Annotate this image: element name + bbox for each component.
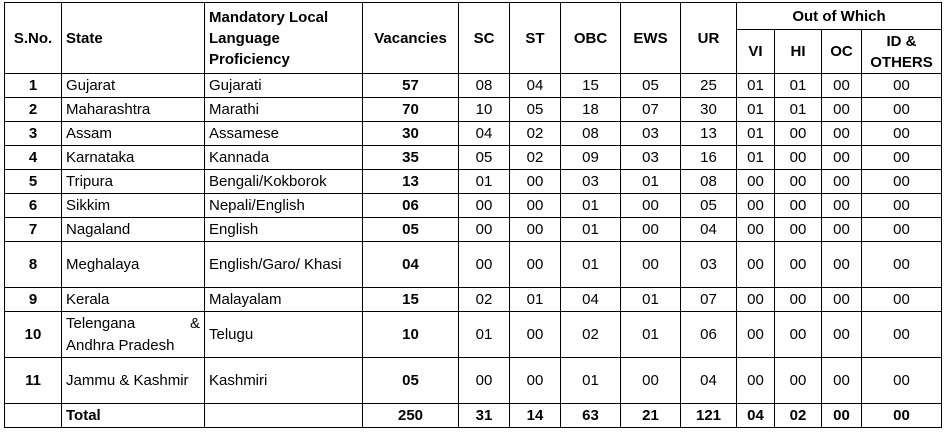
row-language: Kannada xyxy=(205,146,363,170)
row-language: Gujarati xyxy=(205,74,363,98)
row-hi: 00 xyxy=(775,288,822,312)
row-ur: 30 xyxy=(681,98,737,122)
row-sc: 00 xyxy=(459,242,510,288)
row-sc: 01 xyxy=(459,170,510,194)
total-st: 14 xyxy=(510,404,561,428)
header-language: Mandatory Local Language Proficiency xyxy=(205,3,363,74)
table-row xyxy=(5,218,942,242)
row-language: English/Garo/ Khasi xyxy=(205,242,363,288)
row-oc: 00 xyxy=(822,288,862,312)
row-sc: 05 xyxy=(459,146,510,170)
row-sno: 4 xyxy=(5,146,62,170)
row-st: 04 xyxy=(510,74,561,98)
row-obc: 02 xyxy=(561,312,621,358)
table-row xyxy=(5,146,942,170)
total-language-cell xyxy=(205,404,363,428)
row-sc: 04 xyxy=(459,122,510,146)
row-obc: 01 xyxy=(561,358,621,404)
row-obc: 04 xyxy=(561,288,621,312)
table-header xyxy=(5,3,942,74)
row-hi: 00 xyxy=(775,312,822,358)
row-sno: 9 xyxy=(5,288,62,312)
row-oc: 00 xyxy=(822,358,862,404)
row-hi: 01 xyxy=(775,98,822,122)
total-oc: 00 xyxy=(822,404,862,428)
row-id-others: 00 xyxy=(862,358,942,404)
row-vacancies: 06 xyxy=(363,194,459,218)
row-ur: 16 xyxy=(681,146,737,170)
row-st: 00 xyxy=(510,170,561,194)
table-row xyxy=(5,170,942,194)
header-oc: OC xyxy=(822,30,862,74)
row-language: Kashmiri xyxy=(205,358,363,404)
row-language: Telugu xyxy=(205,312,363,358)
row-ews: 00 xyxy=(621,242,681,288)
row-id-others: 00 xyxy=(862,194,942,218)
row-vacancies: 35 xyxy=(363,146,459,170)
header-vacancies: Vacancies xyxy=(363,3,459,74)
header-id-others: ID & OTHERS xyxy=(862,30,942,74)
row-hi: 00 xyxy=(775,358,822,404)
row-ews: 01 xyxy=(621,170,681,194)
row-vi: 00 xyxy=(737,218,775,242)
row-vi: 00 xyxy=(737,194,775,218)
row-ur: 07 xyxy=(681,288,737,312)
row-sno: 7 xyxy=(5,218,62,242)
row-language: English xyxy=(205,218,363,242)
total-sno-cell xyxy=(5,404,62,428)
row-ur: 08 xyxy=(681,170,737,194)
row-state: Sikkim xyxy=(62,194,205,218)
row-state: Telengana & Andhra Pradesh xyxy=(62,312,205,358)
total-vacancies: 250 xyxy=(363,404,459,428)
row-oc: 00 xyxy=(822,98,862,122)
row-ews: 03 xyxy=(621,146,681,170)
row-sc: 10 xyxy=(459,98,510,122)
header-hi: HI xyxy=(775,30,822,74)
row-st: 00 xyxy=(510,312,561,358)
row-oc: 00 xyxy=(822,146,862,170)
row-oc: 00 xyxy=(822,194,862,218)
row-vacancies: 30 xyxy=(363,122,459,146)
row-oc: 00 xyxy=(822,242,862,288)
table-row xyxy=(5,288,942,312)
row-ur: 13 xyxy=(681,122,737,146)
total-vi: 04 xyxy=(737,404,775,428)
row-oc: 00 xyxy=(822,312,862,358)
header-out-of-which: Out of Which xyxy=(737,3,942,30)
header-ur: UR xyxy=(681,3,737,74)
vacancy-table xyxy=(4,2,942,428)
table-row xyxy=(5,98,942,122)
row-state: Tripura xyxy=(62,170,205,194)
row-sno: 11 xyxy=(5,358,62,404)
row-obc: 01 xyxy=(561,218,621,242)
row-hi: 00 xyxy=(775,146,822,170)
row-vacancies: 10 xyxy=(363,312,459,358)
header-ews: EWS xyxy=(621,3,681,74)
header-state: State xyxy=(62,3,205,74)
row-hi: 00 xyxy=(775,242,822,288)
row-state: Jammu & Kashmir xyxy=(62,358,205,404)
total-ews: 21 xyxy=(621,404,681,428)
row-st: 02 xyxy=(510,146,561,170)
row-vi: 00 xyxy=(737,312,775,358)
header-obc: OBC xyxy=(561,3,621,74)
row-sc: 00 xyxy=(459,358,510,404)
row-vacancies: 57 xyxy=(363,74,459,98)
row-st: 02 xyxy=(510,122,561,146)
row-vacancies: 04 xyxy=(363,242,459,288)
row-vi: 01 xyxy=(737,146,775,170)
row-sc: 02 xyxy=(459,288,510,312)
total-id-others: 00 xyxy=(862,404,942,428)
row-oc: 00 xyxy=(822,170,862,194)
row-obc: 03 xyxy=(561,170,621,194)
row-id-others: 00 xyxy=(862,288,942,312)
row-obc: 08 xyxy=(561,122,621,146)
row-id-others: 00 xyxy=(862,170,942,194)
row-vacancies: 70 xyxy=(363,98,459,122)
row-state: Meghalaya xyxy=(62,242,205,288)
row-hi: 01 xyxy=(775,74,822,98)
row-id-others: 00 xyxy=(862,146,942,170)
row-oc: 00 xyxy=(822,74,862,98)
row-vi: 01 xyxy=(737,74,775,98)
row-sno: 5 xyxy=(5,170,62,194)
row-sc: 08 xyxy=(459,74,510,98)
row-id-others: 00 xyxy=(862,74,942,98)
row-state: Kerala xyxy=(62,288,205,312)
row-vacancies: 13 xyxy=(363,170,459,194)
row-ews: 01 xyxy=(621,312,681,358)
row-vacancies: 15 xyxy=(363,288,459,312)
row-ews: 05 xyxy=(621,74,681,98)
row-ews: 00 xyxy=(621,218,681,242)
row-obc: 01 xyxy=(561,194,621,218)
table-row xyxy=(5,122,942,146)
row-obc: 15 xyxy=(561,74,621,98)
row-ur: 05 xyxy=(681,194,737,218)
row-ur: 25 xyxy=(681,74,737,98)
row-obc: 09 xyxy=(561,146,621,170)
row-ur: 06 xyxy=(681,312,737,358)
row-hi: 00 xyxy=(775,194,822,218)
total-hi: 02 xyxy=(775,404,822,428)
row-vi: 00 xyxy=(737,288,775,312)
table-row xyxy=(5,74,942,98)
table-row xyxy=(5,242,942,288)
row-hi: 00 xyxy=(775,122,822,146)
row-sc: 00 xyxy=(459,194,510,218)
row-id-others: 00 xyxy=(862,218,942,242)
table-row xyxy=(5,358,942,404)
row-hi: 00 xyxy=(775,170,822,194)
header-vi: VI xyxy=(737,30,775,74)
row-vi: 00 xyxy=(737,358,775,404)
row-state: Karnataka xyxy=(62,146,205,170)
row-vi: 00 xyxy=(737,170,775,194)
row-sno: 2 xyxy=(5,98,62,122)
row-st: 00 xyxy=(510,242,561,288)
row-state: Nagaland xyxy=(62,218,205,242)
row-ews: 07 xyxy=(621,98,681,122)
row-hi: 00 xyxy=(775,218,822,242)
row-st: 01 xyxy=(510,288,561,312)
row-vi: 01 xyxy=(737,98,775,122)
header-st: ST xyxy=(510,3,561,74)
row-st: 05 xyxy=(510,98,561,122)
row-sc: 01 xyxy=(459,312,510,358)
row-vi: 01 xyxy=(737,122,775,146)
row-ews: 01 xyxy=(621,288,681,312)
row-sno: 3 xyxy=(5,122,62,146)
row-id-others: 00 xyxy=(862,312,942,358)
row-id-others: 00 xyxy=(862,98,942,122)
row-ews: 00 xyxy=(621,194,681,218)
row-ur: 03 xyxy=(681,242,737,288)
row-sno: 10 xyxy=(5,312,62,358)
row-language: Marathi xyxy=(205,98,363,122)
row-state: Maharashtra xyxy=(62,98,205,122)
row-ur: 04 xyxy=(681,218,737,242)
row-oc: 00 xyxy=(822,218,862,242)
total-obc: 63 xyxy=(561,404,621,428)
total-sc: 31 xyxy=(459,404,510,428)
row-oc: 00 xyxy=(822,122,862,146)
row-sno: 1 xyxy=(5,74,62,98)
row-vacancies: 05 xyxy=(363,218,459,242)
header-sc: SC xyxy=(459,3,510,74)
row-language: Bengali/Kokborok xyxy=(205,170,363,194)
header-sno: S.No. xyxy=(5,3,62,74)
row-ews: 00 xyxy=(621,358,681,404)
row-ur: 04 xyxy=(681,358,737,404)
table-row xyxy=(5,194,942,218)
row-language: Assamese xyxy=(205,122,363,146)
row-st: 00 xyxy=(510,218,561,242)
row-vacancies: 05 xyxy=(363,358,459,404)
row-id-others: 00 xyxy=(862,122,942,146)
row-language: Nepali/English xyxy=(205,194,363,218)
row-obc: 01 xyxy=(561,242,621,288)
row-id-others: 00 xyxy=(862,242,942,288)
row-sno: 6 xyxy=(5,194,62,218)
table-row xyxy=(5,312,942,358)
row-ews: 03 xyxy=(621,122,681,146)
row-vi: 00 xyxy=(737,242,775,288)
total-label: Total xyxy=(62,404,205,428)
row-obc: 18 xyxy=(561,98,621,122)
row-st: 00 xyxy=(510,194,561,218)
row-state: Gujarat xyxy=(62,74,205,98)
table-body xyxy=(5,74,942,428)
total-ur: 121 xyxy=(681,404,737,428)
row-state: Assam xyxy=(62,122,205,146)
row-sc: 00 xyxy=(459,218,510,242)
row-language: Malayalam xyxy=(205,288,363,312)
total-row xyxy=(5,404,942,428)
row-st: 00 xyxy=(510,358,561,404)
row-sno: 8 xyxy=(5,242,62,288)
